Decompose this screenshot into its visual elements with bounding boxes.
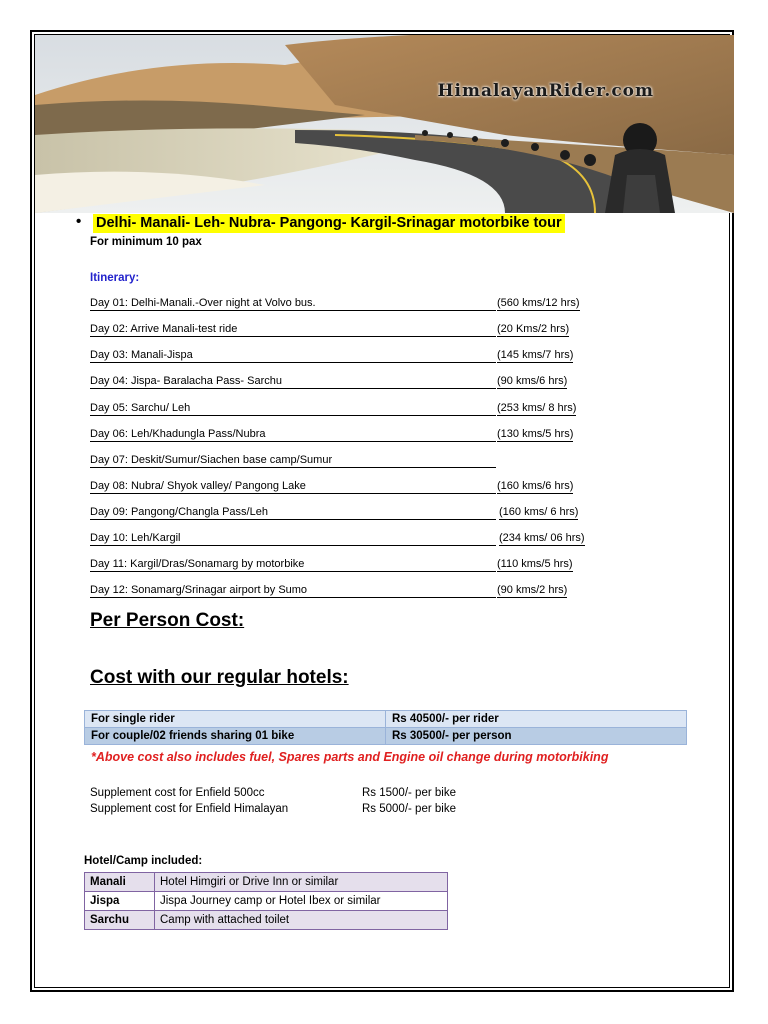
- itinerary-day: Day 05: Sarchu/ Leh: [90, 401, 496, 416]
- itinerary-day: Day 01: Delhi-Manali.-Over night at Volvo bus.: [90, 296, 496, 311]
- cost-who: For couple/02 friends sharing 01 bike: [85, 728, 386, 745]
- cost-table: [84, 710, 687, 745]
- itinerary-day: Day 07: Deskit/Sumur/Siachen base camp/Sumur: [90, 453, 496, 468]
- itinerary-distance: (90 kms/2 hrs): [497, 584, 568, 596]
- itinerary-distance: (160 kms/6 hrs): [497, 480, 574, 492]
- supplement-label: Supplement cost for Enfield 500cc: [90, 787, 265, 799]
- hotel-desc: Hotel Himgiri or Drive Inn or similar: [155, 873, 448, 892]
- itinerary-day: Day 08: Nubra/ Shyok valley/ Pangong Lake: [90, 479, 496, 494]
- itinerary-label: Itinerary:: [90, 272, 140, 284]
- table-row: [85, 728, 687, 745]
- hotel-desc: Jispa Journey camp or Hotel Ibex or similar: [155, 892, 448, 911]
- itinerary-day: Day 03: Manali-Jispa: [90, 348, 496, 363]
- table-row: [85, 711, 687, 728]
- supplement-label: Supplement cost for Enfield Himalayan: [90, 803, 289, 815]
- table-row: [85, 873, 448, 892]
- per-person-heading: Per Person Cost:: [90, 610, 245, 631]
- itinerary-distance: (253 kms/ 8 hrs): [497, 402, 577, 414]
- hotel-table: [84, 872, 448, 930]
- itinerary-day: Day 02: Arrive Manali-test ride: [90, 322, 496, 337]
- itinerary-distance: (20 Kms/2 hrs): [497, 323, 570, 335]
- min-pax-text: For minimum 10 pax: [90, 236, 202, 248]
- hotel-label: Hotel/Camp included:: [84, 855, 203, 867]
- itinerary-day: Day 10: Leh/Kargil: [90, 531, 496, 546]
- regular-hotels-heading: Cost with our regular hotels:: [90, 667, 349, 688]
- bullet-icon: •: [76, 213, 82, 230]
- table-row: [85, 892, 448, 911]
- tour-title: Delhi- Manali- Leh- Nubra- Pangong- Kargil-Srinagar motorbike tour: [93, 214, 565, 233]
- itinerary-day: Day 12: Sonamarg/Srinagar airport by Sumo: [90, 583, 496, 598]
- itinerary-distance: (234 kms/ 06 hrs): [499, 532, 585, 544]
- cost-price: Rs 40500/- per rider: [386, 711, 687, 728]
- itinerary-distance: (160 kms/ 6 hrs): [499, 506, 579, 518]
- banner-watermark: HimalayanRider.com: [437, 81, 654, 101]
- banner-image: [35, 35, 734, 213]
- hotel-place: Sarchu: [85, 911, 155, 930]
- itinerary-day: Day 04: Jispa- Baralacha Pass- Sarchu: [90, 374, 496, 389]
- itinerary-distance: (110 kms/5 hrs): [497, 558, 573, 570]
- hotel-place: Manali: [85, 873, 155, 892]
- cost-who: For single rider: [85, 711, 386, 728]
- itinerary-distance: (145 kms/7 hrs): [497, 349, 574, 361]
- itinerary-distance: (560 kms/12 hrs): [497, 297, 580, 309]
- itinerary-distance: (130 kms/5 hrs): [497, 428, 574, 440]
- itinerary-day: Day 06: Leh/Khadungla Pass/Nubra: [90, 427, 496, 442]
- itinerary-distance: (90 kms/6 hrs): [497, 375, 568, 387]
- supplement-price: Rs 5000/- per bike: [362, 803, 456, 815]
- hotel-desc: Camp with attached toilet: [155, 911, 448, 930]
- supplement-price: Rs 1500/- per bike: [362, 787, 456, 799]
- table-row: [85, 911, 448, 930]
- cost-note: *Above cost also includes fuel, Spares parts and Engine oil change during motorbiking: [91, 750, 609, 764]
- hotel-place: Jispa: [85, 892, 155, 911]
- itinerary-day: Day 11: Kargil/Dras/Sonamarg by motorbike: [90, 557, 496, 572]
- cost-price: Rs 30500/- per person: [386, 728, 687, 745]
- itinerary-day: Day 09: Pangong/Changla Pass/Leh: [90, 505, 496, 520]
